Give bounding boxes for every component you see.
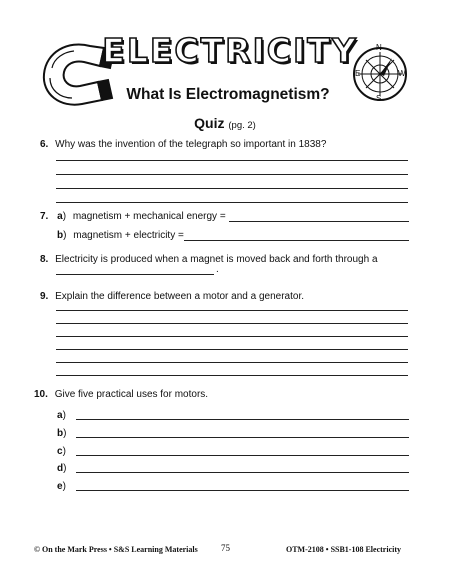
answer-line[interactable]: [76, 472, 409, 473]
subtitle: What Is Electromagnetism?: [126, 86, 330, 103]
answer-label-b: b): [57, 428, 67, 439]
footer-code: OTM-2108 • SSB1-108 Electricity: [286, 545, 402, 554]
question-text: magnetism + electricity =: [73, 230, 184, 241]
answer-label-c: c): [57, 446, 66, 457]
compass-icon: [350, 44, 410, 104]
question-text: Explain the difference between a motor and a generator.: [55, 291, 304, 302]
answer-line[interactable]: [229, 221, 409, 222]
answer-line[interactable]: [76, 437, 409, 438]
question-text: Why was the invention of the telegraph so important in 1838?: [55, 139, 327, 150]
compass-north-label: N: [376, 43, 382, 52]
compass-west-label: W: [398, 69, 406, 78]
quiz-heading: [150, 114, 300, 135]
answer-line[interactable]: [56, 323, 408, 324]
question-10: [34, 389, 208, 401]
question-number: 6.: [40, 139, 49, 150]
answer-line[interactable]: [56, 174, 408, 175]
answer-line[interactable]: [76, 419, 409, 420]
quiz-page: (pg. 2): [228, 120, 256, 131]
compass-south-label: S: [376, 94, 382, 103]
answer-line[interactable]: [184, 240, 409, 241]
answer-line[interactable]: [56, 188, 408, 189]
question-7a: 7. a) magnetism + mechanical energy =: [40, 211, 226, 222]
quiz-label: Quiz: [194, 115, 225, 131]
answer-line[interactable]: [56, 349, 408, 350]
question-number: 10.: [34, 389, 48, 400]
question-6: [40, 139, 326, 151]
answer-label-e: e): [57, 481, 66, 492]
answer-line[interactable]: [56, 160, 408, 161]
answer-line[interactable]: [76, 490, 409, 491]
part-label: b: [57, 230, 64, 241]
question-text: magnetism + mechanical energy =: [72, 211, 226, 222]
question-text: Electricity is produced when a magnet is moved back and forth through a: [55, 254, 378, 265]
page-title: ELECTRICITY: [102, 31, 358, 70]
answer-line[interactable]: [56, 310, 408, 311]
question-8: [40, 254, 378, 266]
answer-line[interactable]: [56, 375, 408, 376]
answer-line[interactable]: [56, 274, 214, 275]
answer-line[interactable]: [76, 455, 409, 456]
page-number: 75: [221, 543, 230, 553]
footer-publisher: © On the Mark Press • S&S Learning Materials: [34, 545, 198, 554]
answer-line[interactable]: [56, 362, 408, 363]
answer-line[interactable]: [56, 336, 408, 337]
answer-label-a: a): [57, 410, 66, 421]
question-number: 7.: [40, 211, 49, 222]
question-text: Give five practical uses for motors.: [54, 389, 209, 400]
sentence-end: .: [216, 264, 219, 275]
question-7b: b) magnetism + electricity =: [57, 230, 184, 241]
answer-line[interactable]: [56, 202, 408, 203]
question-number: 8.: [40, 254, 49, 265]
compass-east-label: E: [355, 69, 361, 78]
part-label: a: [57, 211, 63, 222]
question-9: [40, 291, 304, 303]
answer-label-d: d): [57, 463, 67, 474]
question-number: 9.: [40, 291, 49, 302]
